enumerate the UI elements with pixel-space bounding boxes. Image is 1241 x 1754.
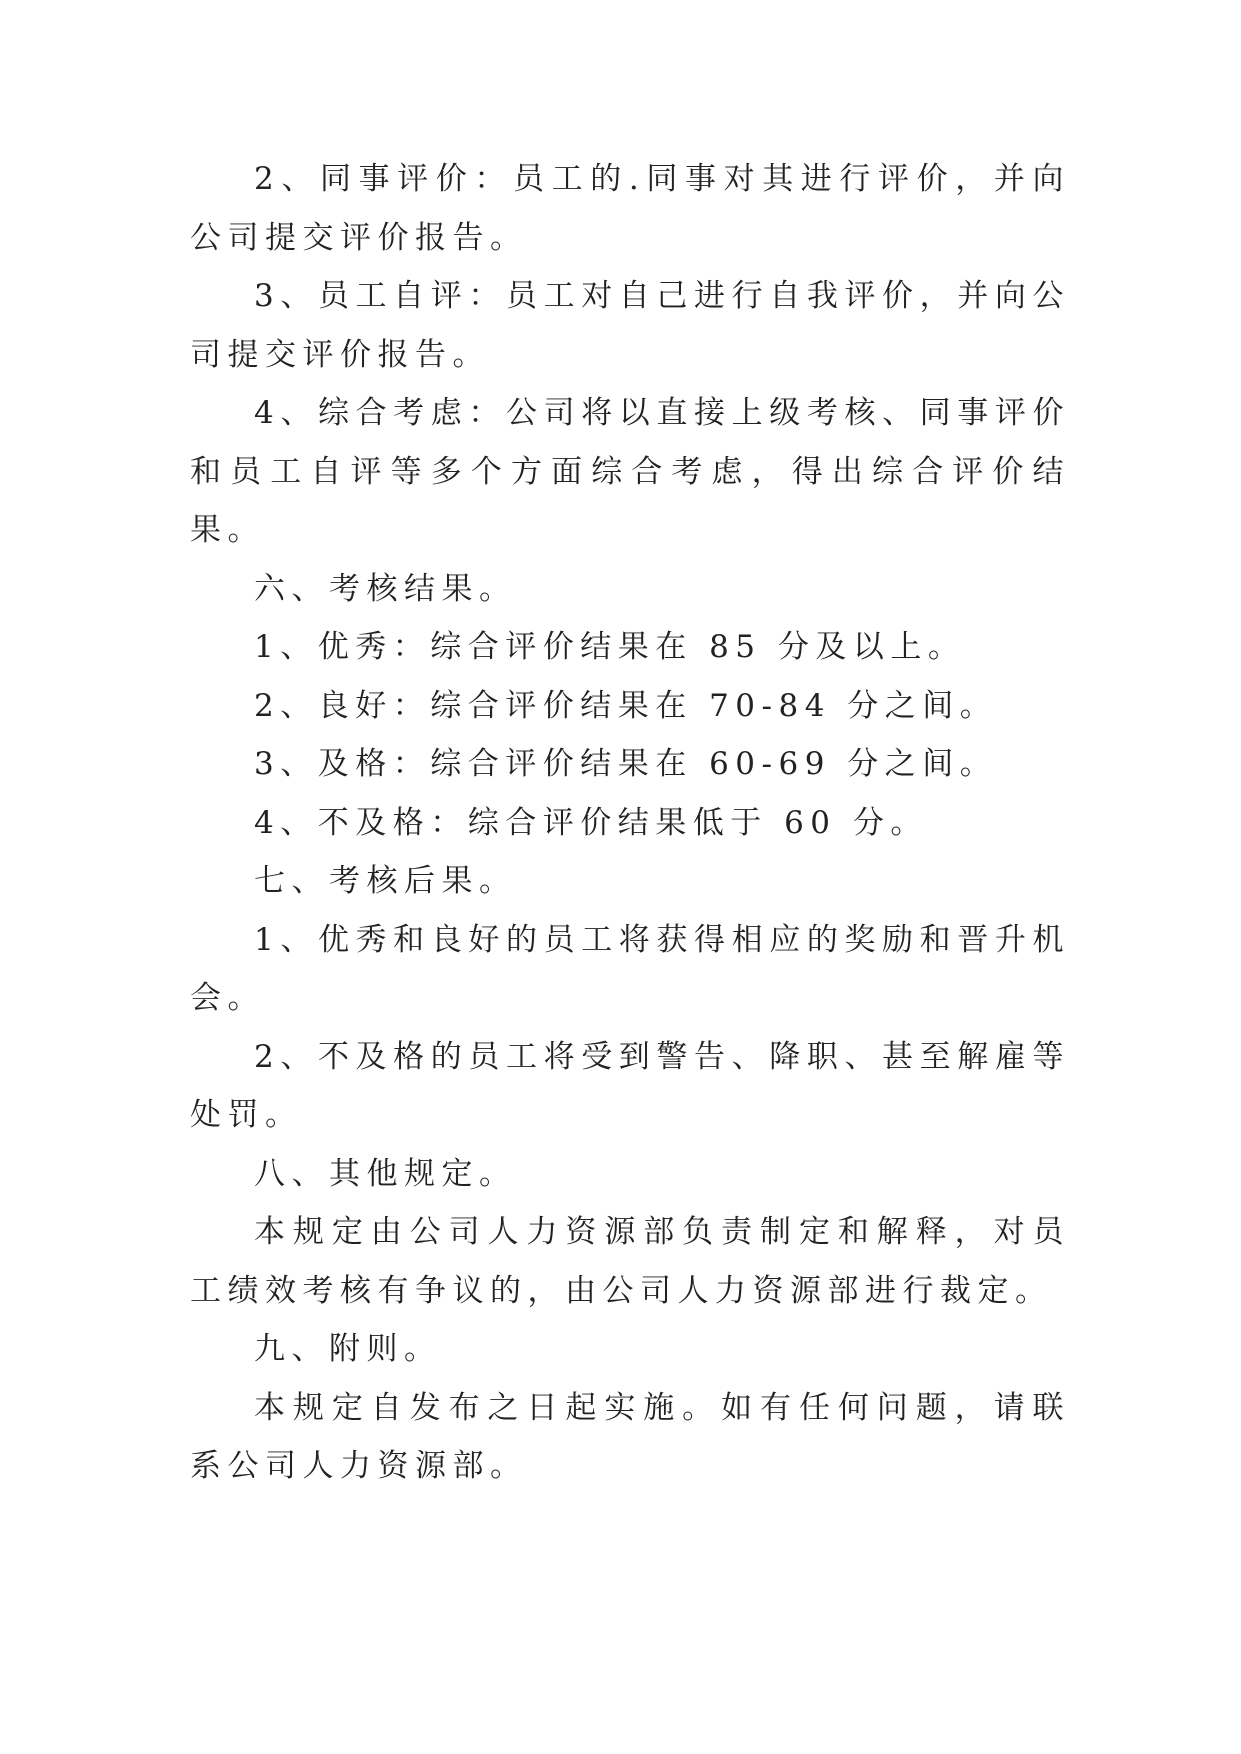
- paragraph-other-rules: 本规定由公司人力资源部负责制定和解释，对员工绩效考核有争议的，由公司人力资源部进行裁定。: [190, 1214, 1070, 1309]
- section-heading-appendix: 九、附则。: [254, 1331, 442, 1367]
- paragraph-appendix: 本规定自发布之日起实施。如有任何问题，请联系公司人力资源部。: [190, 1389, 1070, 1484]
- paragraph-result-fail: 4、不及格：综合评价结果低于 60 分。: [254, 804, 928, 841]
- paragraph-result-good: 2、良好：综合评价结果在 70-84 分之间。: [254, 687, 998, 724]
- section-heading-other-rules: 八、其他规定。: [254, 1155, 517, 1192]
- paragraph-result-pass: 3、及格：综合评价结果在 60-69 分之间。: [254, 746, 998, 782]
- document-body: [190, 150, 1070, 1496]
- section-heading-results: 六、考核结果。: [254, 570, 517, 607]
- paragraph-consequence-penalty: 2、不及格的员工将受到警告、降职、甚至解雇等处罚。: [190, 1038, 1070, 1133]
- paragraph-overall-consideration: 4、综合考虑：公司将以直接上级考核、同事评价和员工自评等多个方面综合考虑，得出综合评价结果。: [190, 395, 1070, 548]
- paragraph-result-excellent: 1、优秀：综合评价结果在 85 分及以上。: [254, 629, 966, 665]
- paragraph-peer-review: 2、同事评价：员工的.同事对其进行评价，并向公司提交评价报告。: [190, 161, 1070, 256]
- section-heading-consequences: 七、考核后果。: [254, 863, 517, 899]
- paragraph-consequence-reward: 1、优秀和良好的员工将获得相应的奖励和晋升机会。: [190, 921, 1070, 1016]
- paragraph-self-review: 3、员工自评：员工对自己进行自我评价，并向公司提交评价报告。: [190, 278, 1070, 373]
